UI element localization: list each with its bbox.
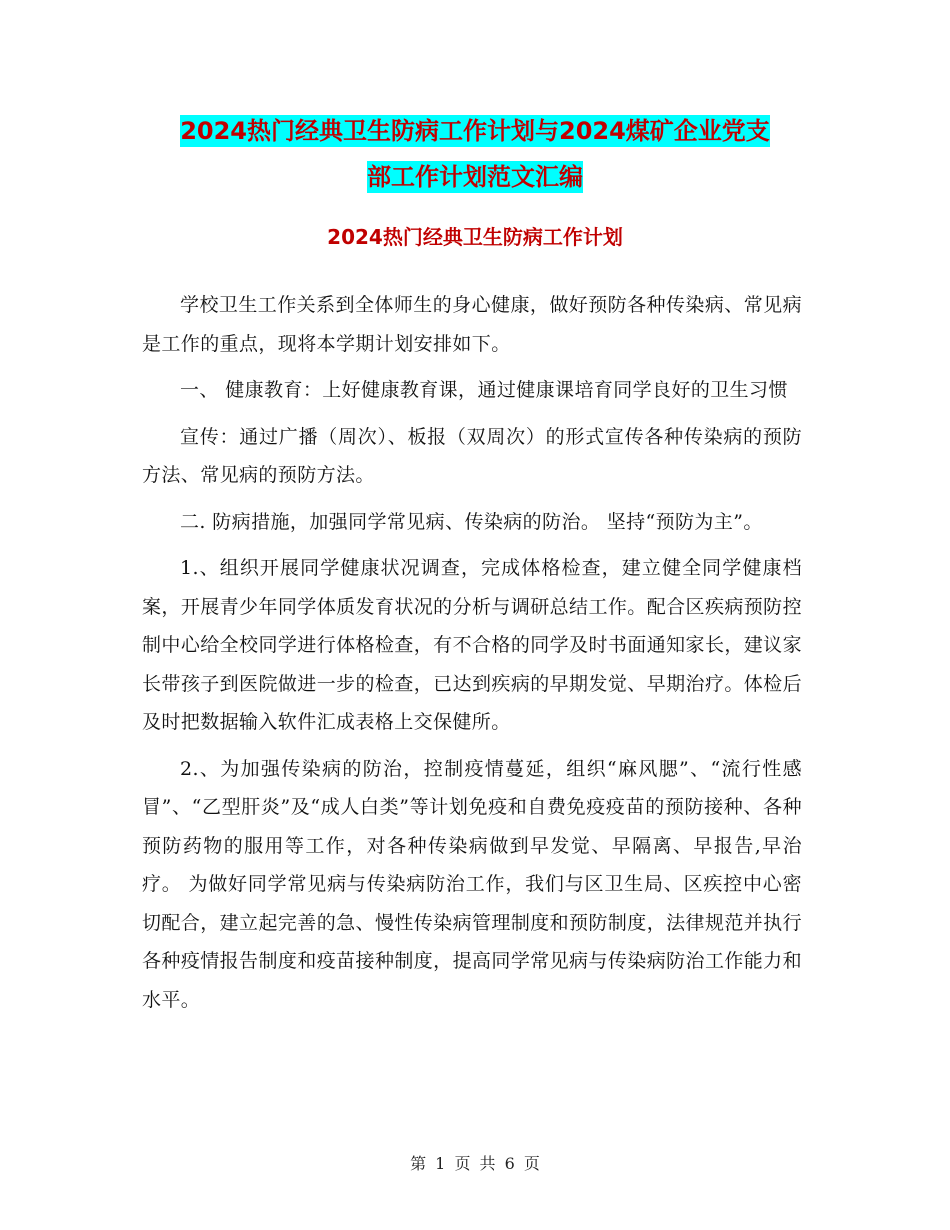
main-title-line-1: 2024热门经典卫生防病工作计划与2024煤矿企业党支 — [180, 117, 770, 145]
document-main-title — [140, 108, 810, 200]
section-title: 2024热门经典卫生防病工作计划 — [327, 225, 623, 249]
paragraph-intro: 学校卫生工作关系到全体师生的身心健康，做好预防各种传染病、常见病是工作的重点，现将本学期计划安排如下。 — [142, 294, 802, 355]
main-title-line-2: 部工作计划范文汇编 — [367, 163, 583, 191]
paragraph-item-2: 2.、为加强传染病的防治，控制疫情蔓延，组织“麻风腮”、“流行性感冒”、“乙型肝炎”及“成人白类”等计划免疫和自费免疫疫苗的预防接种、各种预防药物的服用等工作，对各种传染病做到早发觉、早隔离、早报告,早治疗。 为做好同学常见病与传染病防治工作，我们与区卫生局、区疾控中心密切配合，建立起完善的急、慢性传染病管理制度和预防制度，法律规范并执行各种疫情报告制度和疫苗接种制度，提高同学常见病与传染病防治工作能力和水平。 — [142, 757, 802, 1011]
paragraph-prevention-measures: 二. 防病措施，加强同学常见病、传染病的防治。 坚持“预防为主”。 — [180, 510, 763, 533]
document-body — [142, 286, 802, 1027]
paragraph-item-1: 1.、组织开展同学健康状况调查，完成体格检查，建立健全同学健康档案，开展青少年同学体质发育状况的分析与调研总结工作。配合区疾病预防控制中心给全校同学进行体格检查，有不合格的同学及时书面通知家长，建议家长带孩子到医院做进一步的检查，已达到疾病的早期发觉、早期治疗。体检后及时把数据输入软件汇成表格上交保健所。 — [142, 557, 802, 733]
page-footer: 第 1 页 共 6 页 — [410, 1154, 540, 1173]
paragraph-health-education: 一、 健康教育：上好健康教育课，通过健康课培育同学良好的卫生习惯 — [180, 379, 788, 401]
paragraph-publicity: 宣传：通过广播（周次）、板报（双周次）的形式宣传各种传染病的预防方法、常见病的预防方法。 — [142, 425, 802, 486]
